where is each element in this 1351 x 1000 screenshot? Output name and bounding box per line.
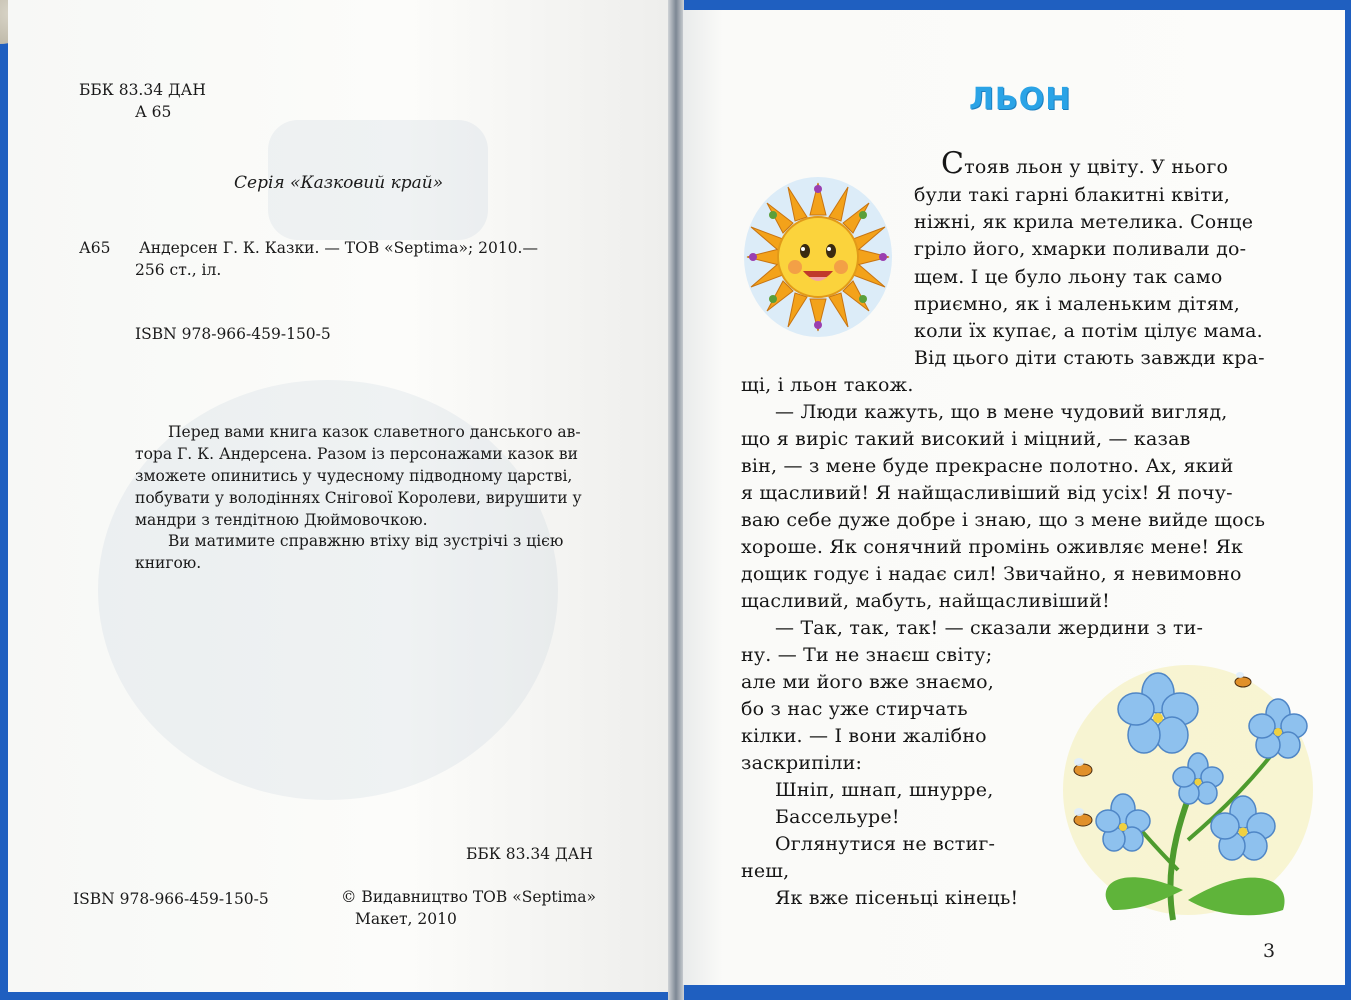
story-line-22: кілки. — І вони жалібно: [741, 725, 987, 747]
story-line-7: коли їх купає, а потім цілує мама.: [914, 320, 1263, 342]
right-page: [683, 10, 1345, 985]
catalog-line-1: Андерсен Г. К. Казки. — ТОВ «Septima»; 2010.—: [139, 239, 538, 257]
story-line-19: ну. — Ти не знаєш світу;: [741, 644, 993, 666]
song-line-3: Оглянутися не встиг-: [775, 833, 996, 855]
story-line-14: ваю себе дуже добре і знаю, що з мене вийде щось: [741, 509, 1266, 531]
story-line-8: Від цього діти стають завжди кра-: [914, 347, 1265, 369]
bbk-top: ББК 83.34 ДАН: [79, 81, 206, 99]
flax-flowers-icon: [1053, 660, 1313, 930]
annotation-line-1: Перед вами книга казок славетного данського ав-: [168, 423, 581, 441]
story-line-3: ніжні, як крила метелика. Сонце: [914, 211, 1254, 233]
index-top: А 65: [135, 103, 172, 121]
story-line-4: гріло його, хмарки поливали до-: [914, 238, 1247, 260]
story-line-5: щем. І це було льону так само: [914, 266, 1223, 288]
copyright: © Видавництво ТОВ «Septima»: [341, 888, 597, 906]
story-line-16: дощик годує і надає сил! Звичайно, я невимовно: [741, 563, 1242, 585]
story-line-1: Стояв льон у цвіту. У нього: [941, 146, 1229, 181]
story-line-23: заскрипіли:: [741, 752, 863, 774]
annotation-line-7: книгою.: [135, 554, 202, 572]
story-line-9: щі, і льон також.: [741, 374, 914, 396]
annotation-line-2: тора Г. К. Андерсена. Разом із персонажами казок ви: [135, 445, 578, 463]
layout-year: Макет, 2010: [355, 910, 457, 928]
story-line-6: приємно, як і маленьким дітям,: [914, 293, 1240, 315]
story-line-21: бо з нас уже стирчать: [741, 698, 968, 720]
catalog-code: А65: [79, 239, 111, 257]
story-line-13: я щасливий! Я найщасливіший від усіх! Я почу-: [741, 482, 1233, 504]
story-line-18: — Так, так, так! — сказали жердини з ти-: [775, 617, 1204, 639]
story-line-2: були такі гарні блакитні квіти,: [914, 184, 1231, 206]
story-line-11: що я виріс такий високий і міцний, — казав: [741, 428, 1191, 450]
isbn-mid: ISBN 978-966-459-150-5: [135, 325, 331, 343]
story-line-15: хороше. Як сонячний промінь оживляє мене! Як: [741, 536, 1244, 558]
story-line-10: — Люди кажуть, що в мене чудовий вигляд,: [775, 401, 1228, 423]
annotation-line-5: мандри з тендітною Дюймовочкою.: [135, 511, 428, 529]
page-number: 3: [1263, 940, 1276, 962]
series-title: Серія «Казковий край»: [234, 173, 444, 193]
story-line-17: щасливий, мабуть, найщасливіший!: [741, 590, 1110, 612]
annotation-line-6: Ви матимите справжню втіху від зустрічі з цією: [168, 532, 564, 550]
left-page: [8, 0, 670, 992]
book-gutter: [668, 0, 684, 1000]
annotation-line-3: зможете опинитись у чудесному підводному царстві,: [135, 467, 573, 485]
bbk-bottom: ББК 83.34 ДАН: [466, 845, 593, 863]
catalog-line-2: 256 ст., іл.: [135, 261, 222, 279]
story-title: ЛЬОН: [969, 82, 1072, 117]
smiling-sun-icon: [743, 175, 893, 340]
song-line-1: Шніп, шнап, шнурре,: [775, 779, 994, 801]
isbn-bottom: ISBN 978-966-459-150-5: [73, 890, 269, 908]
song-line-5: Як вже пісеньці кінець!: [775, 887, 1019, 909]
story-line-12: він, — з мене буде прекрасне полотно. Ах, який: [741, 455, 1234, 477]
drop-cap: С: [941, 146, 965, 181]
song-line-2: Бассельуре!: [775, 806, 900, 828]
annotation-line-4: побувати у володіннях Снігової Королеви, вирушити у: [135, 489, 582, 507]
song-line-4: неш,: [741, 860, 790, 882]
story-line-20: але ми його вже знаємо,: [741, 671, 995, 693]
